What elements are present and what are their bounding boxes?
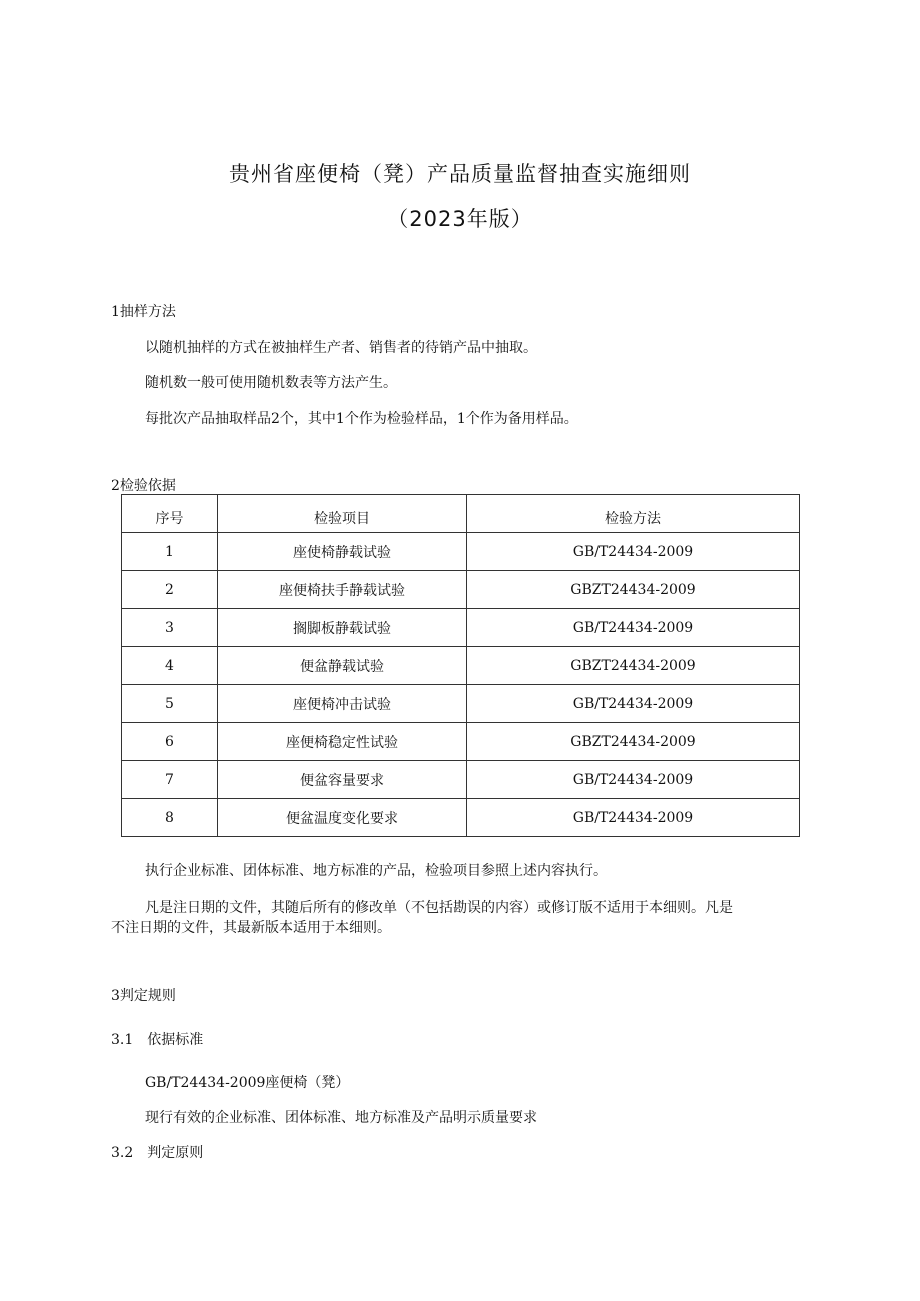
table-header-row <box>122 495 800 533</box>
document-subtitle: （2023年版） <box>387 207 533 231</box>
table-cell: GB/T24434-2009 <box>467 609 800 647</box>
table-cell: 搁脚板静载试验 <box>218 609 467 647</box>
section-3-1-heading: 3.1 依据标准 <box>111 1032 204 1048</box>
section-3-1-line: GB/T24434-2009座便椅（凳） <box>145 1075 350 1091</box>
table-header-cell: 检验方法 <box>467 495 800 533</box>
table-row <box>122 647 800 685</box>
document-title: 贵州省座便椅（凳）产品质量监督抽查实施细则 <box>229 162 691 186</box>
table-cell: 7 <box>122 761 218 799</box>
table-row <box>122 571 800 609</box>
table-cell: 便盆静载试验 <box>218 647 467 685</box>
section-2-note: 不注日期的文件，其最新版本适用于本细则。 <box>111 920 391 936</box>
section-1-heading: 1抽样方法 <box>111 304 176 320</box>
table-cell: GBZT24434-2009 <box>467 571 800 609</box>
section-2-note: 凡是注日期的文件，其随后所有的修改单（不包括勘误的内容）或修订版不适用于本细则。凡是 <box>145 900 733 916</box>
table-cell: 3 <box>122 609 218 647</box>
table-cell: GB/T24434-2009 <box>467 533 800 571</box>
table-cell: 4 <box>122 647 218 685</box>
table-cell: GB/T24434-2009 <box>467 799 800 837</box>
table-row <box>122 799 800 837</box>
section-1-line: 以随机抽样的方式在被抽样生产者、销售者的待销产品中抽取。 <box>145 340 537 356</box>
table-cell: 座使椅静载试验 <box>218 533 467 571</box>
table-cell: GB/T24434-2009 <box>467 685 800 723</box>
table-header-cell: 序号 <box>122 495 218 533</box>
table-cell: 便盆温度变化要求 <box>218 799 467 837</box>
table-row <box>122 685 800 723</box>
table-cell: 座便椅扶手静载试验 <box>218 571 467 609</box>
section-2-note: 执行企业标准、团体标准、地方标准的产品，检验项目参照上述内容执行。 <box>145 863 607 879</box>
table-row <box>122 723 800 761</box>
table-cell: GB/T24434-2009 <box>467 761 800 799</box>
table-cell: 8 <box>122 799 218 837</box>
table-cell: 座便椅稳定性试验 <box>218 723 467 761</box>
table-row <box>122 533 800 571</box>
table-cell: 5 <box>122 685 218 723</box>
table-cell: GBZT24434-2009 <box>467 723 800 761</box>
table-cell: 便盆容量要求 <box>218 761 467 799</box>
table-row <box>122 609 800 647</box>
table-cell: GBZT24434-2009 <box>467 647 800 685</box>
table-cell: 座便椅冲击试验 <box>218 685 467 723</box>
section-1-line: 每批次产品抽取样品2个，其中1个作为检验样品，1个作为备用样品。 <box>145 411 578 427</box>
table-header-cell: 检验项目 <box>218 495 467 533</box>
table-cell: 1 <box>122 533 218 571</box>
section-2-heading: 2检验依据 <box>111 478 176 494</box>
inspection-basis-table <box>121 494 800 837</box>
section-1-line: 随机数一般可使用随机数表等方法产生。 <box>145 375 397 391</box>
table-row <box>122 761 800 799</box>
table-cell: 2 <box>122 571 218 609</box>
section-3-2-heading: 3.2 判定原则 <box>111 1145 204 1161</box>
section-3-heading: 3判定规则 <box>111 988 176 1004</box>
table-cell: 6 <box>122 723 218 761</box>
section-3-1-line: 现行有效的企业标准、团体标准、地方标准及产品明示质量要求 <box>145 1110 537 1126</box>
